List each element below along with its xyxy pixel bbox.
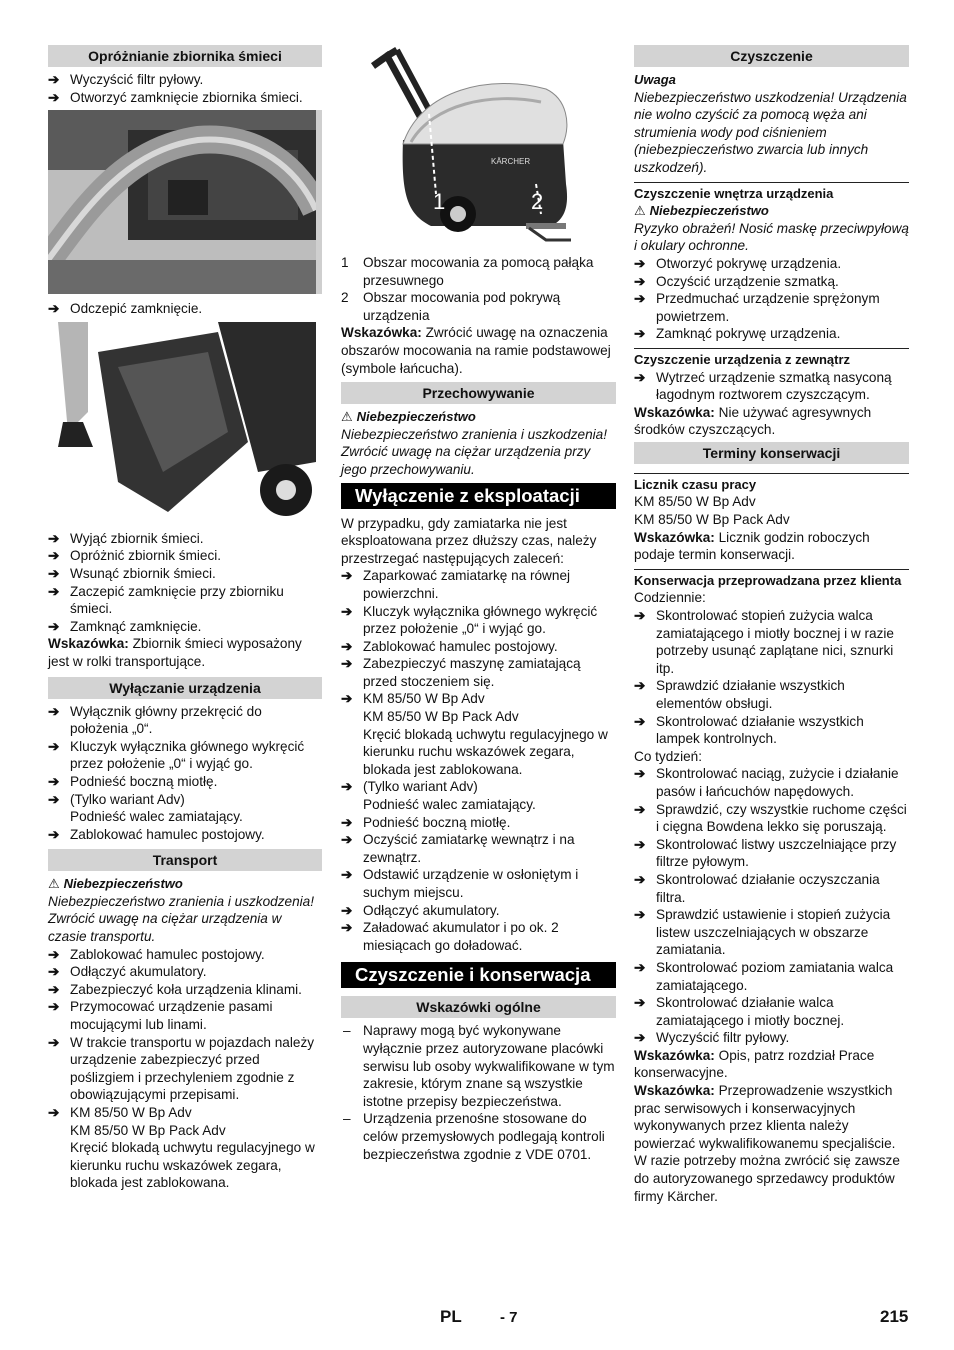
step-item — [341, 638, 616, 656]
photo-dirt-container-latch — [48, 110, 322, 294]
steps-list — [634, 607, 909, 748]
subheading-hour-meter: Licznik czasu pracy — [634, 473, 909, 494]
footer-page-number: 215 — [880, 1307, 909, 1326]
step-text: Sprawdzić, czy wszystkie ruchome części i cięgna Bowdena lekko się poruszają. — [656, 801, 907, 835]
step-item — [634, 273, 909, 291]
step-item — [48, 1104, 322, 1122]
arrow-icon: ➔ — [341, 656, 353, 672]
general-notes-list — [341, 1022, 616, 1163]
daily-label: Codziennie: — [634, 590, 706, 606]
step-item — [48, 583, 322, 618]
chapter-heading-decommissioning: Wyłączenie z eksploatacji — [341, 483, 616, 509]
step-item — [48, 773, 322, 791]
step-text: Wytrzeć urządzenie szmatką nasyconą łagodnym roztworem czyszczącym. — [656, 369, 892, 403]
step-text: Zablokować hamulec postojowy. — [363, 638, 558, 654]
legend-item — [341, 254, 616, 289]
step-text: Zabezpieczyć maszynę zamiatającą przed stoczeniem się. — [363, 656, 581, 689]
step-text: Wyczyścić filtr pyłowy. — [656, 1030, 790, 1046]
step-item — [48, 565, 322, 583]
arrow-icon: ➔ — [48, 301, 60, 317]
steps-list — [48, 300, 322, 318]
step-text: Sprawdzić ustawienie i stopień zużycia listew uszczelniających w obszarze zamiatania. — [656, 907, 891, 958]
step-item — [48, 998, 322, 1033]
step-item — [341, 902, 616, 920]
step-item — [634, 677, 909, 712]
arrow-icon: ➔ — [341, 832, 353, 848]
step-item — [634, 369, 909, 404]
step-text: Skontrolować działanie oczyszczania filtra. — [656, 871, 880, 905]
weekly-label: Co tydzień: — [634, 748, 703, 764]
step-item — [48, 89, 322, 107]
steps-list — [48, 71, 322, 106]
step-text: Skontrolować stopień zużycia walca zamiatającego i miotły bocznej i w razie potrzeby usunąć zaplątane nici, sznurki itp. — [656, 608, 894, 676]
step-item — [634, 765, 909, 800]
column-left — [48, 44, 322, 1192]
step-text: Podnieść boczną miotłę. — [363, 814, 511, 830]
step-text: Przedmuchać urządzenie sprężonym powietrzem. — [656, 291, 880, 324]
arrow-icon: ➔ — [634, 907, 646, 923]
arrow-icon: ➔ — [48, 738, 60, 754]
step-item — [634, 1029, 909, 1047]
list-item-text: Naprawy mogą być wykonywane wyłącznie przez autoryzowane placówki serwisu lub osoby wykwalifikowane w tym zakresie, którym znane są wszystkie istotne przepisy bezpieczeństwa. — [363, 1023, 615, 1109]
step-text: Oczyścić urządzenie szmatką. — [656, 273, 839, 289]
intro-text: W przypadku, gdy zamiatarka nie jest eksploatowana przez dłuższy czas, należy przestrzegać następujących zaleceń: — [341, 515, 597, 566]
arrow-icon: ➔ — [48, 773, 60, 789]
step-text: Zamknąć zamknięcie. — [70, 618, 202, 634]
steps-list — [48, 946, 322, 1122]
legend-text: Obszar mocowania pod pokrywą urządzenia — [363, 290, 561, 323]
indented-step: Kręcić blokadą uchwytu regulacyjnego w kierunku ruchu wskazówek zegara, blokada jest zablokowana. — [363, 726, 608, 777]
arrow-icon: ➔ — [634, 291, 646, 307]
caution-label: Uwaga — [634, 72, 676, 87]
step-text: Skontrolować działanie wszystkich lampek kontrolnych. — [656, 713, 864, 747]
step-text: W trakcie transportu w pojazdach należy urządzenie zabezpieczyć przed poślizgiem i przechyleniem zgodnie z obowiązującymi przepisami. — [70, 1034, 315, 1103]
section-heading-maintenance-intervals: Terminy konserwacji — [634, 442, 909, 464]
steps-list — [341, 778, 616, 796]
step-item — [634, 906, 909, 959]
arrow-icon: ➔ — [634, 713, 646, 729]
step-item — [48, 946, 322, 964]
step-item — [48, 703, 322, 738]
arrow-icon: ➔ — [341, 867, 353, 883]
step-item — [634, 255, 909, 273]
footer-subpage: - 7 — [500, 1309, 518, 1326]
arrow-icon: ➔ — [48, 1105, 60, 1120]
arrow-icon: ➔ — [48, 72, 60, 87]
arrow-icon: ➔ — [341, 779, 353, 795]
step-item — [341, 919, 616, 954]
arrow-icon: ➔ — [341, 638, 353, 654]
step-text: Skontrolować listwy uszczelniające przy filtrze pyłowym. — [656, 836, 897, 870]
danger-label: ⚠ Niebezpieczeństwo — [48, 876, 183, 892]
figure-label-2: 2 — [531, 189, 544, 214]
step-item — [48, 738, 322, 773]
step-text: KM 85/50 W Bp Adv — [363, 691, 485, 707]
indented-steps — [48, 1122, 322, 1192]
step-item — [48, 618, 322, 636]
photo-removing-dirt-container — [48, 322, 322, 518]
section-heading-switch-off: Wyłączanie urządzenia — [48, 677, 322, 699]
arrow-icon: ➔ — [634, 801, 646, 817]
step-item — [48, 791, 322, 809]
step-text: Zamknąć pokrywę urządzenia. — [656, 326, 841, 342]
subheading-customer-maintenance: Konserwacja przeprowadzana przez klienta — [634, 569, 909, 590]
step-text: Skontrolować działanie walca zamiatającego i miotły bocznej. — [656, 995, 845, 1028]
step-text: Zablokować hamulec postojowy. — [70, 826, 265, 842]
figure-sweeper — [341, 44, 616, 250]
arrow-icon: ➔ — [634, 959, 646, 975]
step-item — [634, 871, 909, 906]
arrow-icon: ➔ — [48, 548, 60, 564]
indented-step: Podnieść walec zamiatający. — [70, 809, 243, 825]
note: Wskazówka: Zwrócić uwagę na oznaczenia obszarów mocowania na ramie podstawowej (symbole łańcucha). — [341, 325, 611, 376]
note: Wskazówka: Zbiornik śmieci wyposażony jest w rolki transportujące. — [48, 636, 302, 669]
step-item — [48, 981, 322, 999]
step-text: Załadować akumulator i po ok. 2 miesiącach go doładować. — [363, 920, 559, 953]
step-text: Opróżnić zbiornik śmieci. — [70, 548, 222, 564]
indented-step: KM 85/50 W Bp Pack Adv — [70, 1122, 226, 1138]
arrow-icon: ➔ — [48, 1034, 60, 1050]
step-text: Odłączyć akumulatory. — [363, 902, 500, 918]
step-item — [341, 814, 616, 832]
legend-number: 1 — [341, 255, 349, 270]
section-heading-transport: Transport — [48, 849, 322, 871]
step-item — [341, 778, 616, 796]
arrow-icon: ➔ — [48, 618, 60, 634]
arrow-icon: ➔ — [634, 766, 646, 782]
note: Wskazówka: Licznik godzin roboczych podaje termin konserwacji. — [634, 529, 870, 563]
legend-text: Obszar mocowania za pomocą pałąka przesuwnego — [363, 255, 594, 288]
list-item — [341, 1110, 616, 1163]
step-item — [634, 325, 909, 343]
note: Wskazówka: Nie używać agresywnych środków czyszczących. — [634, 404, 872, 438]
step-item — [634, 959, 909, 994]
step-item — [341, 690, 616, 708]
section-heading-general-notes: Wskazówki ogólne — [341, 996, 616, 1018]
step-item — [48, 71, 322, 89]
step-item — [634, 994, 909, 1029]
step-text: Odstawić urządzenie w osłoniętym i suchym miejscu. — [363, 867, 579, 900]
subheading-exterior-cleaning: Czyszczenie urządzenia z zewnątrz — [634, 348, 909, 369]
step-text: KM 85/50 W Bp Adv — [70, 1105, 192, 1120]
arrow-icon: ➔ — [341, 920, 353, 936]
section-heading-storage: Przechowywanie — [341, 382, 616, 404]
section-heading-emptying: Opróżnianie zbiornika śmieci — [48, 45, 322, 67]
figure-label-1: 1 — [433, 189, 446, 214]
arrow-icon: ➔ — [634, 255, 646, 271]
step-text: Wsunąć zbiornik śmieci. — [70, 565, 216, 581]
step-text: Skontrolować poziom zamiatania walca zamiatającego. — [656, 959, 894, 993]
step-text: Zaczepić zamknięcie przy zbiorniku śmieci. — [70, 583, 284, 617]
arrow-icon: ➔ — [48, 530, 60, 546]
step-text: Wyłącznik główny przekręcić do położenia „0“. — [70, 703, 262, 737]
arrow-icon: ➔ — [341, 603, 353, 619]
indented-steps — [341, 708, 616, 778]
steps-list — [634, 255, 909, 343]
step-item — [634, 836, 909, 871]
note: Wskazówka: Przeprowadzenie wszystkich prac serwisowych i konserwacyjnych wykonywanych przez klienta należy powierzać wykwalifikowanemu specjaliście. W razie potrzeby można zwrócić się zawsze do autoryzowanego sprzedawcy produktów firmy Kärcher. — [634, 1083, 900, 1204]
arrow-icon: ➔ — [48, 981, 60, 997]
list-item-text: Urządzenia przenośne stosowane do celów przemysłowych podlegają kontroli bezpieczeństwa zgodnie z VDE 0701. — [363, 1111, 605, 1162]
step-item — [341, 866, 616, 901]
step-text: Podnieść boczną miotłę. — [70, 773, 218, 789]
step-item — [48, 300, 322, 318]
step-text: Kluczyk wyłącznika głównego wykręcić przez położenie „0“ i wyjąć go. — [363, 603, 598, 637]
arrow-icon: ➔ — [341, 691, 353, 707]
dash-bullet: – — [343, 1111, 351, 1127]
list-item — [341, 1022, 616, 1110]
legend-item — [341, 289, 616, 324]
danger-text: Niebezpieczeństwo zranienia i uszkodzenia! Zwrócić uwagę na ciężar urządzenia w czasie transportu. — [48, 893, 314, 945]
arrow-icon: ➔ — [48, 89, 60, 105]
arrow-icon: ➔ — [341, 902, 353, 918]
step-text: Przymocować urządzenie pasami mocującymi lub linami. — [70, 999, 273, 1033]
warning-triangle-icon: ⚠ — [341, 409, 353, 425]
legend-number: 2 — [341, 290, 349, 306]
step-item — [48, 963, 322, 981]
chapter-heading-care-maintenance: Czyszczenie i konserwacja — [341, 962, 616, 988]
arrow-icon: ➔ — [634, 608, 646, 624]
footer-language: PL — [440, 1307, 462, 1326]
steps-list — [634, 369, 909, 404]
arrow-icon: ➔ — [48, 964, 60, 980]
step-item — [48, 1034, 322, 1104]
arrow-icon: ➔ — [48, 703, 60, 719]
arrow-icon: ➔ — [634, 369, 646, 385]
step-item — [634, 713, 909, 748]
brand-label: KÄRCHER — [491, 157, 531, 166]
arrow-icon: ➔ — [48, 791, 60, 807]
subheading-interior-cleaning: Czyszczenie wnętrza urządzenia — [634, 182, 909, 203]
arrow-icon: ➔ — [634, 871, 646, 887]
step-item — [48, 530, 322, 548]
steps-list — [634, 765, 909, 1047]
step-text: Oczyścić zamiatarkę wewnątrz i na zewnątrz. — [363, 832, 575, 865]
step-item — [341, 603, 616, 638]
arrow-icon: ➔ — [634, 273, 646, 289]
arrow-icon: ➔ — [48, 999, 60, 1015]
step-text: (Tylko wariant Adv) — [363, 779, 478, 795]
arrow-icon: ➔ — [634, 836, 646, 852]
step-item — [341, 567, 616, 602]
step-text: Zablokować hamulec postojowy. — [70, 946, 265, 962]
step-item — [48, 826, 322, 844]
danger-label: ⚠ Niebezpieczeństwo — [634, 203, 769, 219]
step-text: Skontrolować naciąg, zużycie i działanie pasów i łańcuchów napędowych. — [656, 766, 899, 799]
arrow-icon: ➔ — [341, 568, 353, 584]
step-text: Otworzyć zamknięcie zbiornika śmieci. — [70, 89, 303, 105]
model-name: KM 85/50 W Bp Pack Adv — [634, 512, 790, 528]
step-text: Odczepić zamknięcie. — [70, 301, 203, 317]
steps-list — [341, 567, 616, 708]
indented-step: Podnieść walec zamiatający. — [363, 797, 536, 813]
step-text: Zabezpieczyć koła urządzenia klinami. — [70, 981, 302, 997]
step-text: Wyczyścić filtr pyłowy. — [70, 72, 204, 87]
danger-label: ⚠ Niebezpieczeństwo — [341, 409, 476, 425]
model-name: KM 85/50 W Bp Adv — [634, 494, 756, 510]
step-item — [341, 655, 616, 690]
column-middle — [341, 44, 616, 1163]
arrow-icon: ➔ — [48, 826, 60, 842]
caution-text: Niebezpieczeństwo uszkodzenia! Urządzenia nie wolno czyścić za pomocą węża ani strumienia wody pod ciśnieniem (niebezpieczeństwo zwarcia lub innych uszkodzeń). — [634, 89, 907, 175]
steps-list — [48, 703, 322, 809]
step-item — [48, 547, 322, 565]
figure-legend — [341, 254, 616, 324]
step-item — [634, 607, 909, 677]
arrow-icon: ➔ — [341, 814, 353, 830]
step-item — [341, 831, 616, 866]
warning-triangle-icon: ⚠ — [634, 203, 646, 219]
step-item — [634, 290, 909, 325]
arrow-icon: ➔ — [48, 565, 60, 581]
steps-list — [48, 826, 322, 844]
arrow-icon: ➔ — [48, 583, 60, 599]
step-text: Zaparkować zamiatarkę na równej powierzchni. — [363, 568, 571, 601]
step-text: Kluczyk wyłącznika głównego wykręcić przez położenie „0“ i wyjąć go. — [70, 738, 305, 772]
step-text: Otworzyć pokrywę urządzenia. — [656, 255, 842, 271]
arrow-icon: ➔ — [634, 326, 646, 342]
warning-triangle-icon: ⚠ — [48, 876, 60, 892]
column-right — [634, 44, 909, 1205]
danger-text: Ryzyko obrażeń! Nosić maskę przeciwpyłową i okulary ochronne. — [634, 220, 909, 254]
indented-step: KM 85/50 W Bp Pack Adv — [363, 709, 519, 725]
arrow-icon: ➔ — [48, 946, 60, 962]
step-text: Sprawdzić działanie wszystkich elementów obsługi. — [656, 678, 845, 711]
step-text: Wyjąć zbiornik śmieci. — [70, 530, 204, 546]
dash-bullet: – — [343, 1023, 351, 1039]
arrow-icon: ➔ — [634, 678, 646, 694]
section-heading-cleaning: Czyszczenie — [634, 45, 909, 67]
danger-text: Niebezpieczeństwo zranienia i uszkodzenia! Zwrócić uwagę na ciężar urządzenia przy jego przechowywaniu. — [341, 426, 607, 477]
note: Wskazówka: Opis, patrz rozdział Prace konserwacyjne. — [634, 1047, 875, 1081]
step-text: (Tylko wariant Adv) — [70, 791, 185, 807]
steps-list — [341, 814, 616, 955]
arrow-icon: ➔ — [634, 1030, 646, 1046]
indented-step: Kręcić blokadą uchwytu regulacyjnego w kierunku ruchu wskazówek zegara, blokada jest zablokowana. — [70, 1140, 315, 1191]
steps-list — [48, 530, 322, 636]
arrow-icon: ➔ — [634, 995, 646, 1011]
step-text: Odłączyć akumulatory. — [70, 964, 207, 980]
step-item — [634, 801, 909, 836]
